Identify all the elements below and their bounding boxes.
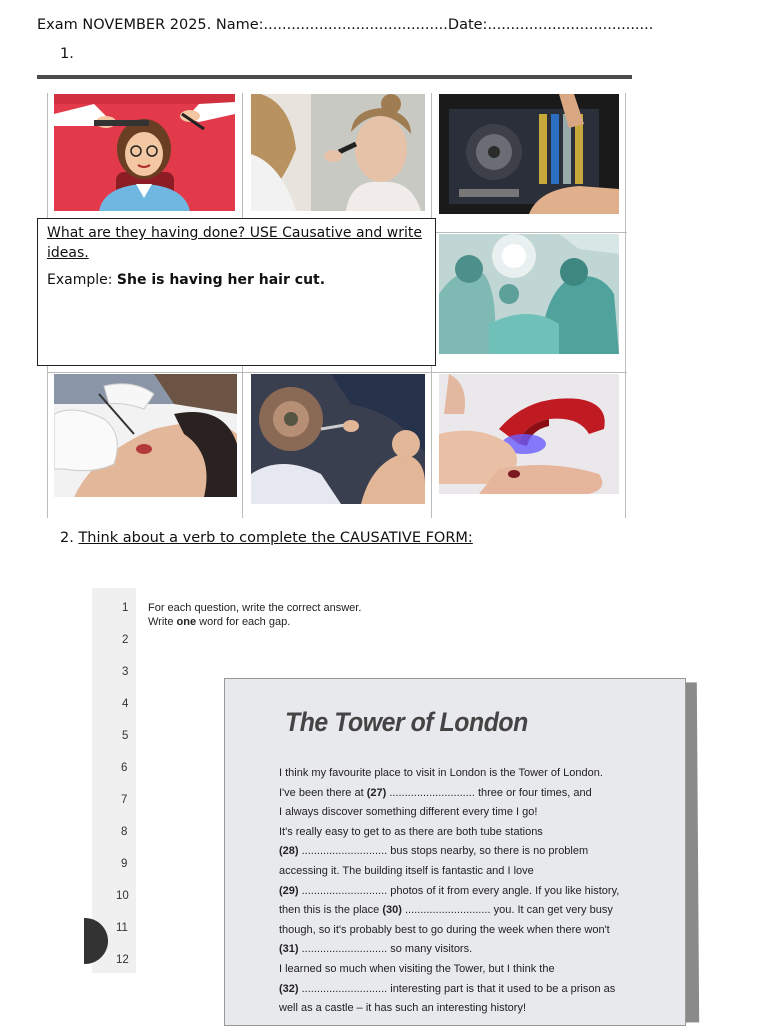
gap-number: (27) [366,786,387,799]
question-2-number: 2. [60,530,74,546]
divider-rule [37,75,632,79]
card-text-line: accessing it. The building itself is fantastic and I love [279,865,534,877]
card-text-line: I always discover something different every time I go! [279,806,538,819]
card-text-line: well as a castle – it has such an interesting history! [279,1002,527,1015]
question-1-number: 1. [60,46,74,62]
gap-fill-line: I've been there at (27) ............................ three or four times, and [279,786,592,799]
question-number: 10 [116,890,129,902]
gap-fill-line: (28) ............................ bus stops nearby, so there is no problem [279,845,589,858]
hair-cut-illustration-icon [54,94,235,211]
dentist-checkup-photo-icon [54,374,237,497]
gap-number: (31) [279,943,299,956]
question-number: 6 [121,762,128,774]
question-number: 11 [116,922,128,934]
question-number: 8 [121,826,128,838]
nail-uv-lamp-photo-icon [439,374,619,494]
surgery-operating-room-photo-icon [439,234,619,354]
computer-motherboard-repair-photo-icon [439,94,619,214]
gap-number: (29) [279,884,299,897]
card-text-line: though, so it's probably best to go during the week when there won't [279,923,610,936]
card-text-line: I learned so much when visiting the Tower, but I think the [279,963,555,975]
gap-fill-line: (32) ............................ interesting part is that it used to be a prison as [279,982,616,995]
card-text-line: It's really easy to get to as there are both tube stations [279,825,543,838]
eyebrow-makeup-photo-icon [251,94,425,211]
card-title: The Tower of London [285,707,528,737]
grid-line [47,372,627,373]
question-number: 3 [122,666,129,678]
gap-fill-line: (29) ............................ photos of it from every angle. If you like history, [279,884,620,897]
gap-number: (32) [279,982,299,995]
card-text-line: I think my favourite place to visit in London is the Tower of London. [279,767,603,779]
question-2 [60,530,473,546]
example-line [47,272,325,288]
scan-instruction-line-1: For each question, write the correct answer. [148,602,362,614]
gap-number: (28) [279,845,299,858]
car-brake-repair-photo-icon [251,374,425,504]
gap-fill-line: (31) ............................ so many visitors. [279,943,473,956]
grid-line [625,93,626,518]
instruction-box [37,218,436,366]
example-sentence: She is having her hair cut. [116,272,326,288]
question-number-strip [92,588,136,973]
question-number: 12 [116,954,129,966]
question-number: 7 [121,794,128,806]
scan-instruction-line-2: Write one word for each gap. [148,616,291,628]
question-2-text: Think about a verb to complete the CAUSATIVE FORM: [78,530,473,546]
instruction-text: What are they having done? USE Causative and write ideas. [47,225,422,261]
gap-fill-line: then this is the place (30) ............................ you. It can get very busy [279,904,613,917]
question-number: 5 [122,730,129,742]
exam-header: Exam NOVEMBER 2025. Name:........................................Date:.................................... [37,17,654,33]
example-label: Example: [47,272,117,288]
question-number: 9 [121,858,128,870]
question-number: 4 [122,698,129,710]
scan-instructions [148,601,361,629]
question-number: 1 [122,602,129,614]
question-number: 2 [122,634,129,646]
gap-number: (30) [382,904,402,917]
